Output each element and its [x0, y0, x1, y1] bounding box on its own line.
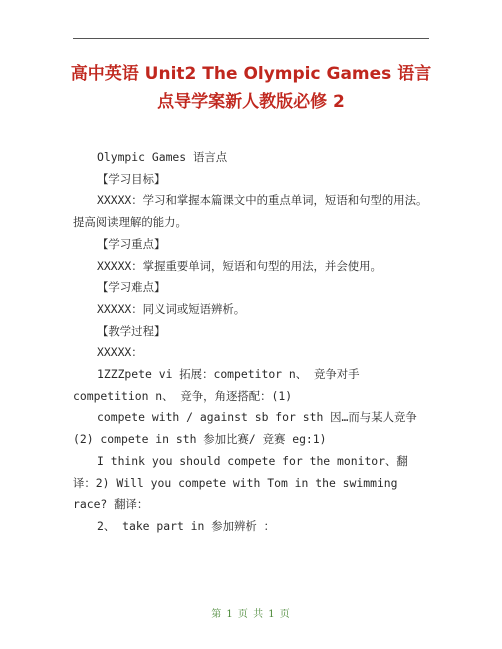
paragraph: XXXXX：学习和掌握本篇课文中的重点单词，短语和句型的用法。提高阅读理解的能力。 — [73, 193, 428, 230]
document-body — [73, 147, 429, 538]
section-heading-process: 【教学过程】 — [97, 323, 166, 338]
section-heading-key-points: 【学习重点】 — [97, 236, 166, 251]
paragraph: 1ZZZpete vi 拓展：competitor n、 竞争对手 competition n、 竞争，角逐搭配：(1) — [73, 367, 367, 403]
paragraph: I think you should compete for the monitor、翻译：2) Will you compete with Tom in the swimming race? 翻译： — [73, 453, 408, 512]
paragraph: XXXXX： — [97, 345, 143, 360]
section-heading-difficulties: 【学习难点】 — [97, 280, 166, 295]
document-title-line-1: 高中英语 Unit2 The Olympic Games 语言 — [70, 64, 432, 84]
paragraph: 2、 take part in 参加辨析 ： — [97, 518, 276, 533]
page-footer: 第 1 页 共 1 页 — [211, 609, 291, 620]
document-title-line-2: 点导学案新人教版必修 2 — [157, 92, 345, 112]
section-heading-objectives: 【学习目标】 — [97, 171, 166, 186]
paragraph: Olympic Games 语言点 — [97, 150, 228, 164]
header-rule — [73, 38, 429, 39]
paragraph: compete with / against sb for sth 因…而与某人竞争 (2) compete in sth 参加比赛/ 竞赛 eg:1) — [73, 410, 424, 447]
paragraph: XXXXX：同义词或短语辨析。 — [97, 301, 246, 316]
paragraph: XXXXX：掌握重要单词，短语和句型的用法，并会使用。 — [97, 258, 382, 273]
